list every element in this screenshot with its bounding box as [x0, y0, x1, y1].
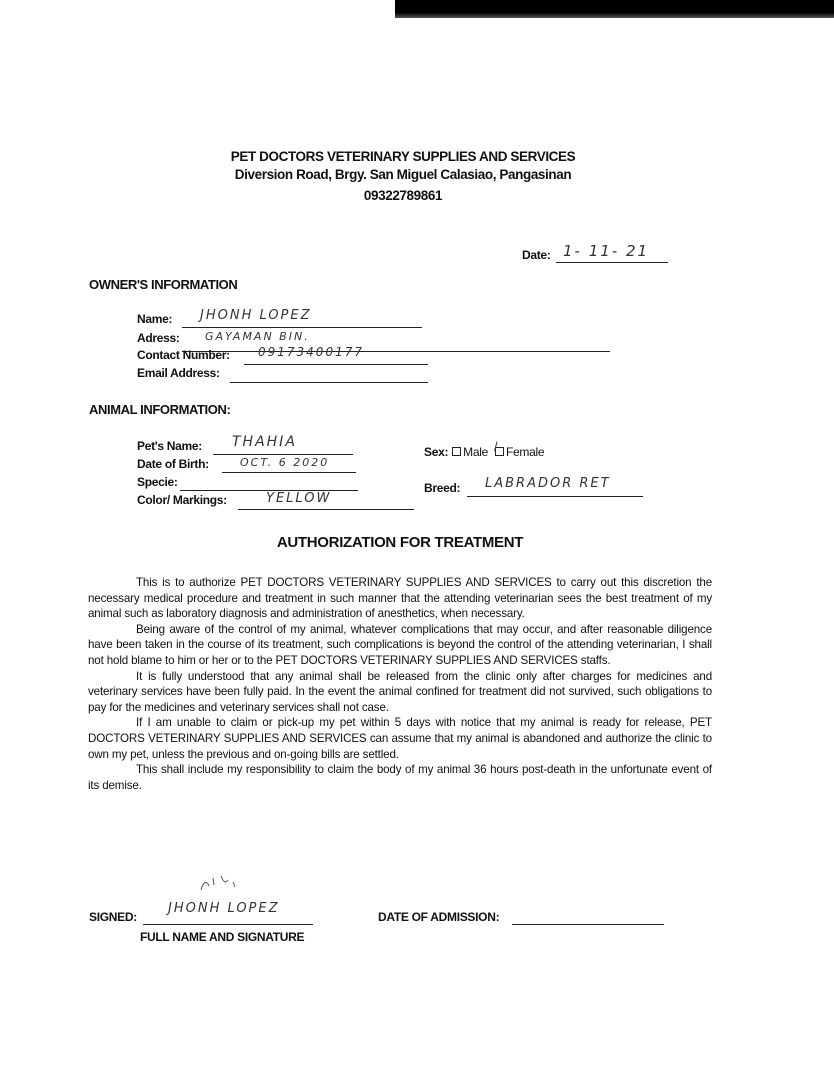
animal-section-title: ANIMAL INFORMATION:: [89, 402, 231, 417]
signature-mark-icon: [195, 872, 255, 894]
owner-name-label: Name:: [137, 312, 173, 326]
signed-label: SIGNED:: [89, 910, 137, 924]
email-label: Email Address:: [137, 366, 220, 380]
signature-value[interactable]: JHONH LOPEZ: [168, 901, 280, 916]
business-phone: 09322789861: [363, 188, 443, 203]
owner-section-title: OWNER'S INFORMATION: [89, 277, 238, 292]
contact-number-label: Contact Number:: [137, 348, 230, 362]
breed-label: Breed:: [424, 481, 461, 495]
dob-label: Date of Birth:: [137, 457, 209, 471]
dob-line: [222, 472, 356, 473]
business-name: PET DOCTORS VETERINARY SUPPLIES AND SERVICES: [230, 149, 576, 164]
signature-scribble: [195, 872, 255, 897]
paragraph-release: It is fully understood that any animal shall be released from the clinic only after charges for medicines and veterinary services have been fully paid. In the event the animal confined for treatment did not survived, such obligations to pay for the medicines and veterinary services shall not case.: [88, 669, 712, 714]
breed-value[interactable]: LABRADOR RET: [485, 476, 611, 491]
authorization-title: AUTHORIZATION FOR TREATMENT: [276, 534, 524, 551]
business-address: Diversion Road, Brgy. San Miguel Calasiao, Pangasinan: [234, 167, 572, 182]
pet-name-label: Pet's Name:: [137, 439, 202, 453]
date-label: Date:: [522, 248, 551, 262]
email-line: [230, 382, 428, 383]
pet-name-line: [213, 454, 353, 455]
scan-edge-shadow: [395, 0, 834, 18]
pet-name-value[interactable]: THAHIA: [232, 434, 297, 450]
date-line: [556, 262, 668, 263]
admission-date-line: [512, 924, 664, 925]
owner-name-value[interactable]: JHONH LOPEZ: [200, 308, 312, 323]
male-checkbox[interactable]: [452, 447, 461, 456]
contact-number-line: [244, 364, 428, 365]
admission-date-label: DATE OF ADMISSION:: [378, 910, 500, 924]
owner-address-line: [182, 351, 610, 352]
sex-label: Sex:: [424, 445, 449, 459]
color-label: Color/ Markings:: [137, 493, 227, 507]
dob-value[interactable]: OCT. 6 2020: [240, 456, 330, 469]
paragraph-demise: This shall include my responsibility to claim the body of my animal 36 hours post-death in the unfortunate event of its demise.: [88, 763, 712, 792]
owner-name-line: [182, 327, 422, 328]
sex-field: [424, 439, 545, 459]
specie-label: Specie:: [137, 475, 178, 489]
paragraph-complications: Being aware of the control of my animal, whatever complications that may occur, and after reasonable diligence have been taken in the course of its treatment, such complications is beyond the control of the attending veterinarian, I shall not hold blame to him or her or to the PET DOCTORS VETERINARY SUPPLIES AND SERVICES staffs.: [88, 622, 712, 667]
male-label: Male: [463, 445, 488, 459]
date-value[interactable]: 1- 11- 21: [563, 242, 650, 260]
breed-line: [467, 496, 643, 497]
color-line: [238, 509, 414, 510]
female-checkbox[interactable]: /: [495, 447, 504, 456]
color-value[interactable]: YELLOW: [266, 491, 332, 506]
authorization-body: [88, 575, 712, 793]
signature-line: [143, 924, 313, 925]
owner-address-value[interactable]: GAYAMAN BIN.: [205, 330, 310, 343]
owner-address-label: Adress:: [137, 331, 180, 345]
female-label: Female: [506, 445, 545, 459]
paragraph-authorize: This is to authorize PET DOCTORS VETERINARY SUPPLIES AND SERVICES to carry out this discretion the necessary medical procedure and treatment in such manner that the attending veterinarian sees the best treatment of my animal such as laboratory diagnosis and administration of anesthetics, when necessary.: [88, 576, 712, 621]
contact-number-value[interactable]: 09173400177: [258, 345, 364, 359]
signature-caption: FULL NAME AND SIGNATURE: [140, 930, 305, 944]
paragraph-abandonment: If I am unable to claim or pick-up my pet within 5 days with notice that my animal is ready for release, PET DOCTORS VETERINARY SUPPLIES AND SERVICES can assume that my animal is abandoned and authorize the clinic to own my pet, unless the previous and on-going bills are settled.: [88, 716, 712, 761]
